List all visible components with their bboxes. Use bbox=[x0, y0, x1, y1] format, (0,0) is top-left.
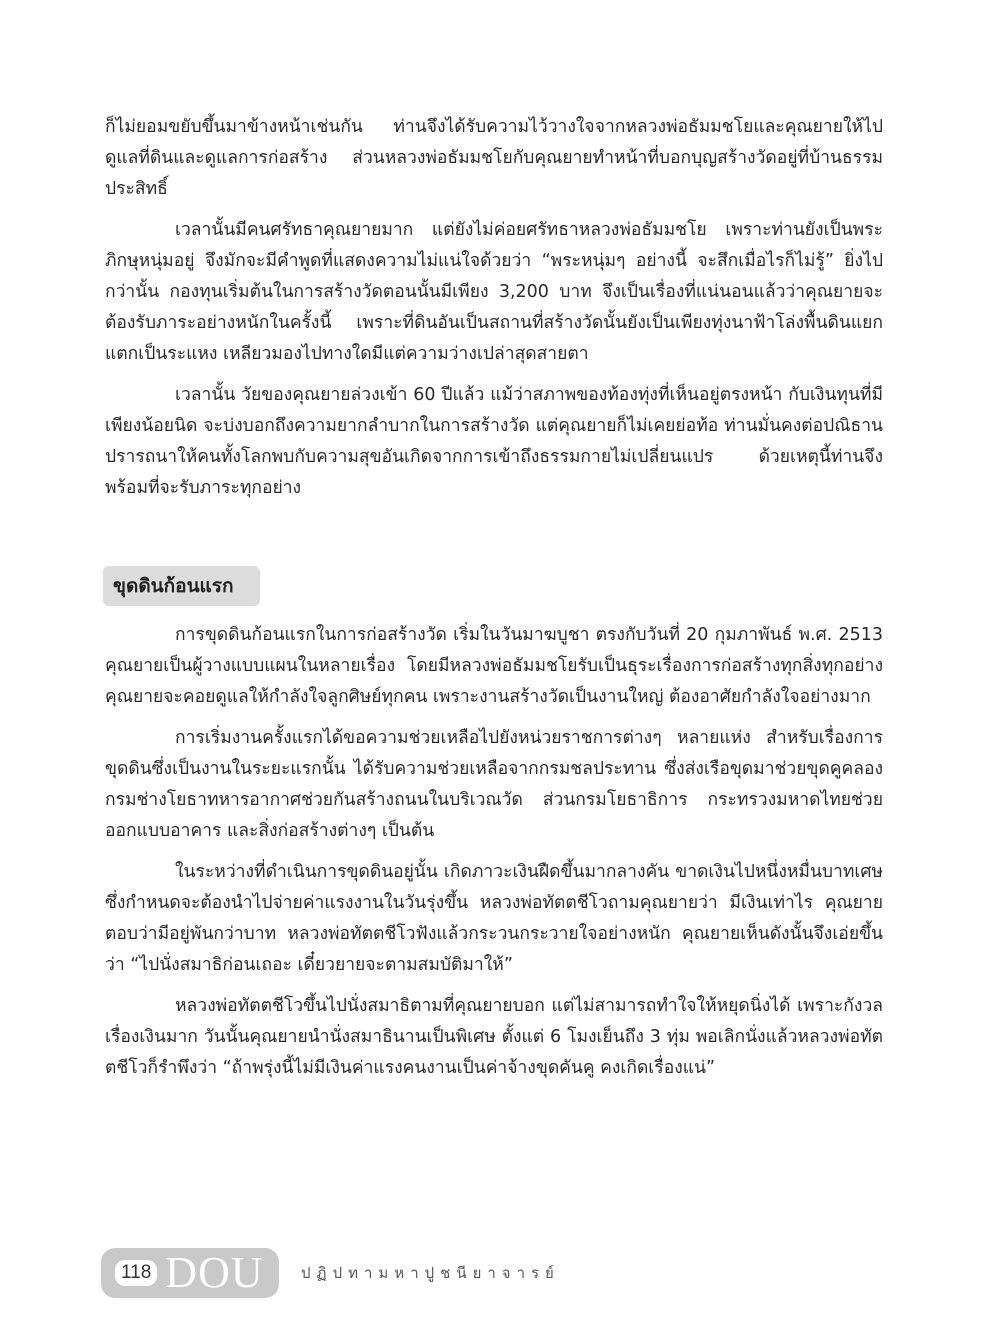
paragraph: เวลานั้น วัยของคุณยายล่วงเข้า 60 ปีแล้ว แม้ว่าสภาพของท้องทุ่งที่เห็นอยู่ตรงหน้า กับเงินทุนที่มีเพียงน้อยนิด จะบ่งบอกถึงความยากลำบากในการสร้างวัด แต่คุณยายก็ไม่เคยย่อท้อ ท่านมั่นคงต่อปณิธาน ปรารถนาให้คนทั้งโลกพบกับความสุขอันเกิดจากการเข้าถึงธรรมกายไม่เปลี่ยนแปร ด้วยเหตุนี้ท่านจึงพร้อมที่จะรับภาระทุกอย่าง bbox=[105, 385, 883, 498]
paragraph: หลวงพ่อทัตตชีโวขึ้นไปนั่งสมาธิตามที่คุณยายบอก แต่ไม่สามารถทำใจให้หยุดนิ่งได้ เพราะกังวลเรื่องเงินมาก วันนั้นคุณยายนำนั่งสมาธินานเป็นพิเศษ ตั้งแต่ 6 โมงเย็นถึง 3 ทุ่ม พอเลิกนั่งแล้วหลวงพ่อทัตตชีโวก็รำพึงว่า “ถ้าพรุ่งนี้ไม่มีเงินค่าแรงคนงานเป็นค่าจ้างขุดคันคู คงเกิดเรื่องแน่” bbox=[105, 996, 883, 1078]
page-number: 118 bbox=[115, 1260, 157, 1286]
footer-badge bbox=[101, 1248, 279, 1298]
paragraph: เวลานั้นมีคนศรัทธาคุณยายมาก แต่ยังไม่ค่อยศรัทธาหลวงพ่อธัมมชโย เพราะท่านยังเป็นพระภิกษุหนุ่มอยู่ จึงมักจะมีคำพูดที่แสดงความไม่แน่ใจด้วยว่า “พระหนุ่มๆ อย่างนี้ จะสึกเมื่อไรก็ไม่รู้” ยิ่งไปกว่านั้น กองทุนเริ่มต้นในการสร้างวัดตอนนั้นมีเพียง 3,200 บาท จึงเป็นเรื่องที่แน่นอนแล้วว่าคุณยายจะต้องรับภาระอย่างหนักในครั้งนี้ เพราะที่ดินอันเป็นสถานที่สร้างวัดนั้นยังเป็นเพียงทุ่งนาฟ้าโล่งพื้นดินแยกแตกเป็นระแหง เหลียวมองไปทางใดมีแต่ความว่างเปล่าสุดสายตา bbox=[105, 220, 883, 364]
paragraph: การเริ่มงานครั้งแรกได้ขอความช่วยเหลือไปยังหน่วยราชการต่างๆ หลายแห่ง สำหรับเรื่องการขุดดินซึ่งเป็นงานในระยะแรกนั้น ได้รับความช่วยเหลือจากกรมชลประทาน ซึ่งส่งเรือขุดมาช่วยขุดคูคลอง กรมช่างโยธาทหารอากาศช่วยกันสร้างถนนในบริเวณวัด ส่วนกรมโยธาธิการ กระทรวงมหาดไทยช่วยออกแบบอาคาร และสิ่งก่อสร้างต่างๆ เป็นต้น bbox=[105, 728, 883, 841]
dou-logo: DOU bbox=[165, 1248, 264, 1297]
section-heading: ขุดดินก้อนแรก bbox=[103, 566, 260, 606]
section-content bbox=[105, 620, 883, 1084]
paragraph: ในระหว่างที่ดำเนินการขุดดินอยู่นั้น เกิดภาวะเงินฝืดขึ้นมากลางคัน ขาดเงินไปหนึ่งหมื่นบาทเศษซึ่งกำหนดจะต้องนำไปจ่ายค่าแรงงานในวันรุ่งขึ้น หลวงพ่อทัตตชีโวถามคุณยายว่า มีเงินเท่าไร คุณยายตอบว่ามีอยู่พันกว่าบาท หลวงพ่อทัตตชีโวฟังแล้วกระวนกระวายใจอย่างหนัก คุณยายเห็นดังนั้นจึงเอ่ยขึ้นว่า “ไปนั่งสมาธิก่อนเถอะ เดี๋ยวยายจะตามสมบัติมาให้” bbox=[105, 862, 883, 975]
paragraph: ก็ไม่ยอมขยับขึ้นมาข้างหน้าเช่นกัน ท่านจึงได้รับความไว้วางใจจากหลวงพ่อธัมมชโยและคุณยายให้ไปดูแลที่ดินและดูแลการก่อสร้าง ส่วนหลวงพ่อธัมมชโยกับคุณยายทำหน้าที่บอกบุญสร้างวัดอยู่ที่บ้านธรรมประสิทธิ์ bbox=[105, 117, 883, 199]
paragraph: การขุดดินก้อนแรกในการก่อสร้างวัด เริ่มในวันมาฆบูชา ตรงกับวันที่ 20 กุมภาพันธ์ พ.ศ. 2513 คุณยายเป็นผู้วางแบบแผนในหลายเรื่อง โดยมีหลวงพ่อธัมมชโยรับเป็นธุระเรื่องการก่อสร้างทุกสิ่งทุกอย่าง คุณยายจะคอยดูแลให้กำลังใจลูกศิษย์ทุกคน เพราะงานสร้างวัดเป็นงานใหญ่ ต้องอาศัยกำลังใจอย่างมาก bbox=[105, 625, 883, 707]
page-body bbox=[105, 112, 883, 1084]
page-footer bbox=[101, 1248, 560, 1298]
book-title: ปฏิปทามหาปูชนียาจารย์ bbox=[301, 1264, 560, 1282]
